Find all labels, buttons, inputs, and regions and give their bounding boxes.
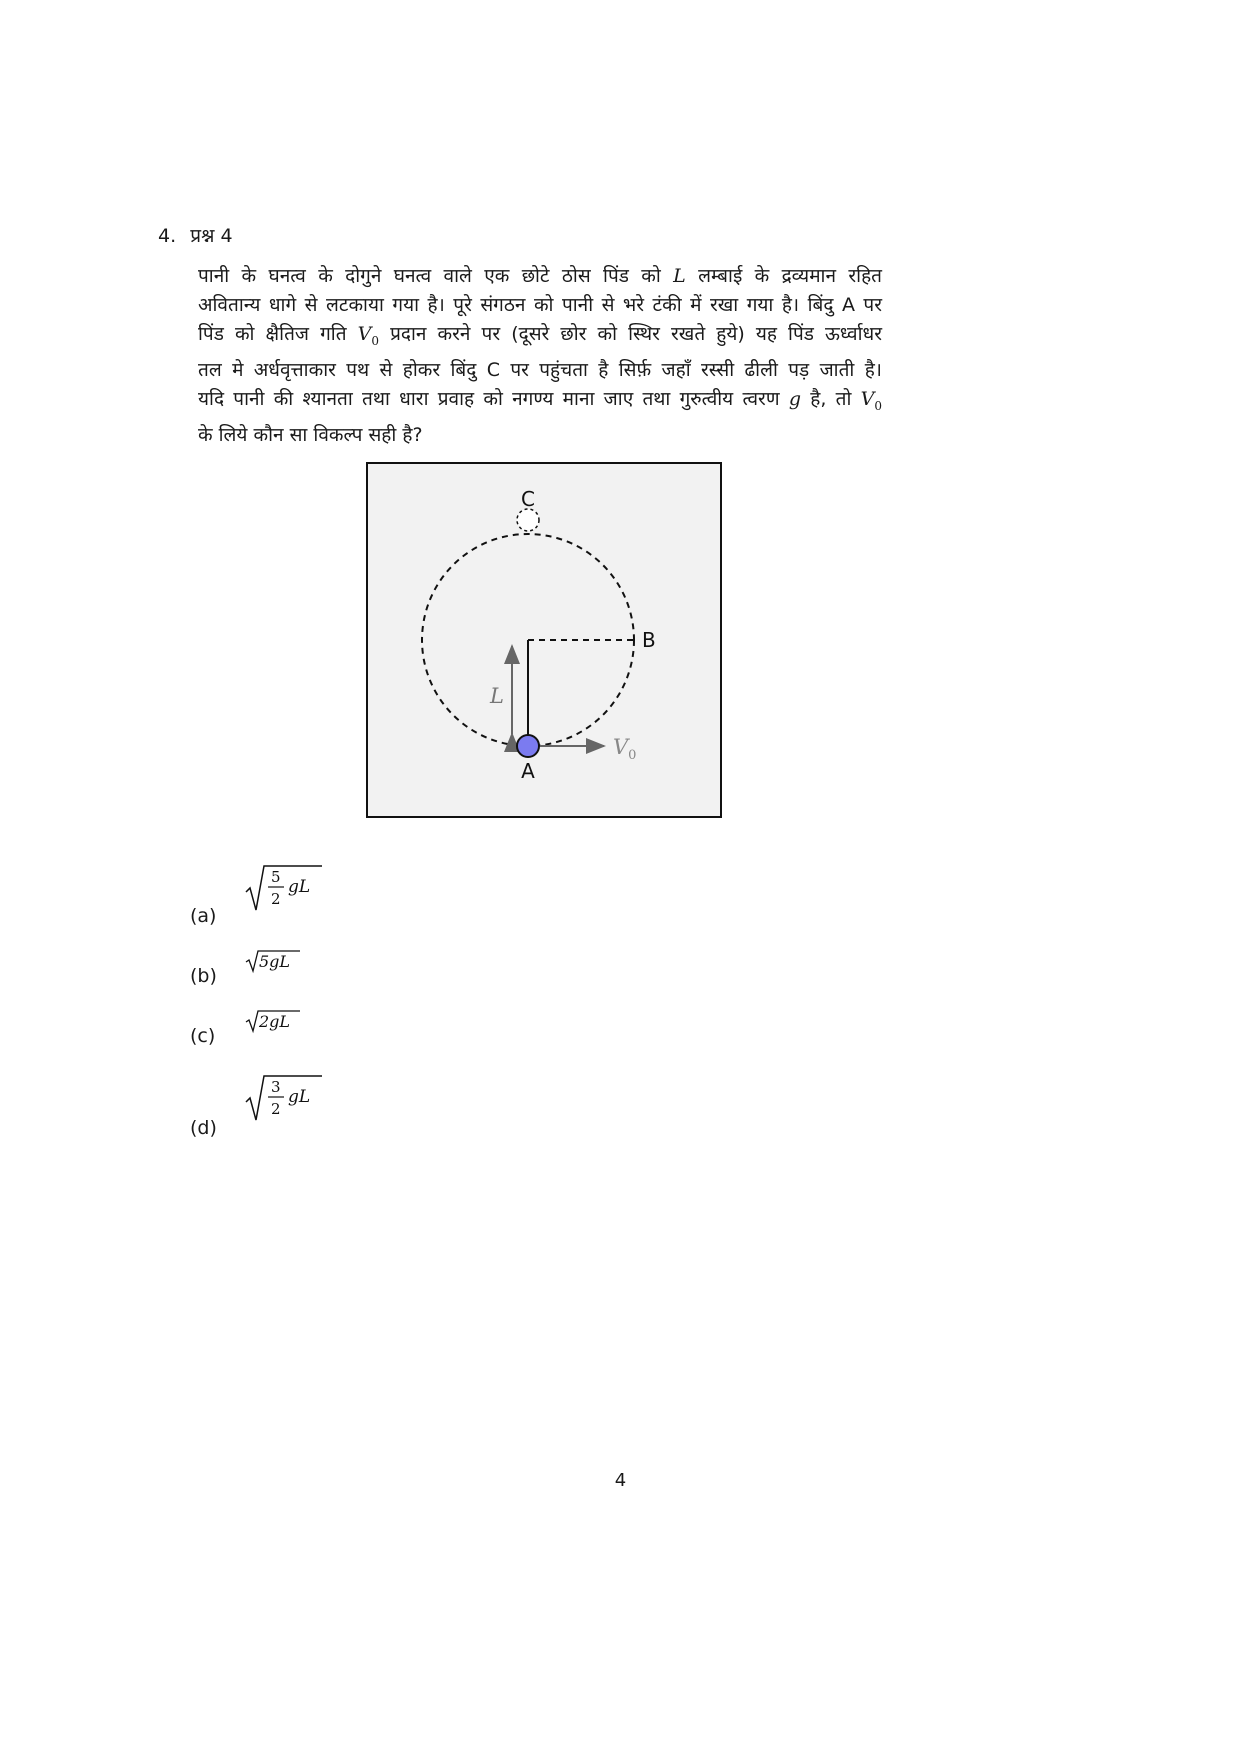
question-line: अवितान्य धागे से लटकाया गया है। पूरे संगठन को पानी से भरे टंकी में रखा गया है। बिंदु A पर bbox=[198, 294, 882, 316]
question-text bbox=[198, 262, 882, 450]
option-a-rest: gL bbox=[288, 877, 311, 897]
option-a-label: (a) bbox=[190, 905, 217, 927]
option-c-text: 2gL bbox=[259, 1012, 291, 1031]
question-number: 4. bbox=[158, 225, 177, 247]
math-symbol: $V_0$ bbox=[860, 387, 882, 413]
option-b-text: 5gL bbox=[259, 952, 291, 971]
page-number: 4 bbox=[614, 1470, 627, 1491]
pendulum-diagram bbox=[368, 464, 720, 816]
option-d-math bbox=[244, 1072, 324, 1129]
option-b-label: (b) bbox=[190, 965, 217, 987]
option-b-math bbox=[244, 948, 304, 979]
option-a-num: 5 bbox=[271, 868, 281, 886]
label-b: B bbox=[642, 628, 656, 652]
math-symbol: L bbox=[673, 265, 686, 287]
label-c: C bbox=[521, 487, 535, 511]
question-line: के लिये कौन सा विकल्प सही है? bbox=[198, 423, 423, 446]
question-line: यदि पानी की श्यानता तथा धारा प्रवाह को नगण्य माना जाए तथा गुरुत्वीय त्वरण g है, तो $V_0$ bbox=[198, 387, 882, 413]
option-d-num: 3 bbox=[271, 1078, 281, 1096]
option-d-rest: gL bbox=[288, 1087, 311, 1107]
option-c-label: (c) bbox=[190, 1025, 216, 1047]
label-v0: $V_0$ bbox=[613, 735, 637, 763]
pendulum-figure bbox=[366, 462, 722, 818]
question-title: प्रश्न 4 bbox=[190, 225, 233, 247]
question-line: पानी के घनत्व के दोगुने घनत्व वाले एक छोटे ठोस पिंड को L लम्बाई के द्रव्यमान रहित bbox=[198, 265, 882, 287]
question-line: पिंड को क्षैतिज गति $V_0$ प्रदान करने पर (दूसरे छोर को स्थिर रखते हुये) यह पिंड ऊर्ध्वाधर bbox=[198, 323, 882, 348]
option-a-den: 2 bbox=[271, 890, 281, 908]
option-d-label: (d) bbox=[190, 1117, 217, 1139]
math-symbol: $V_0$ bbox=[357, 323, 380, 348]
option-a-math bbox=[244, 862, 324, 919]
option-c-math bbox=[244, 1008, 304, 1039]
label-a: A bbox=[521, 759, 535, 783]
label-l: L bbox=[490, 684, 504, 708]
question-header bbox=[158, 222, 233, 248]
math-symbol: g bbox=[788, 387, 801, 410]
bob bbox=[517, 735, 539, 757]
point-c-marker bbox=[517, 509, 539, 531]
option-d-den: 2 bbox=[271, 1100, 281, 1118]
question-line: तल मे अर्धवृत्ताकार पथ से होकर बिंदु C पर पहुंचता है सिर्फ़ जहाँ रस्सी ढीली पड़ जाती है। bbox=[198, 358, 882, 381]
